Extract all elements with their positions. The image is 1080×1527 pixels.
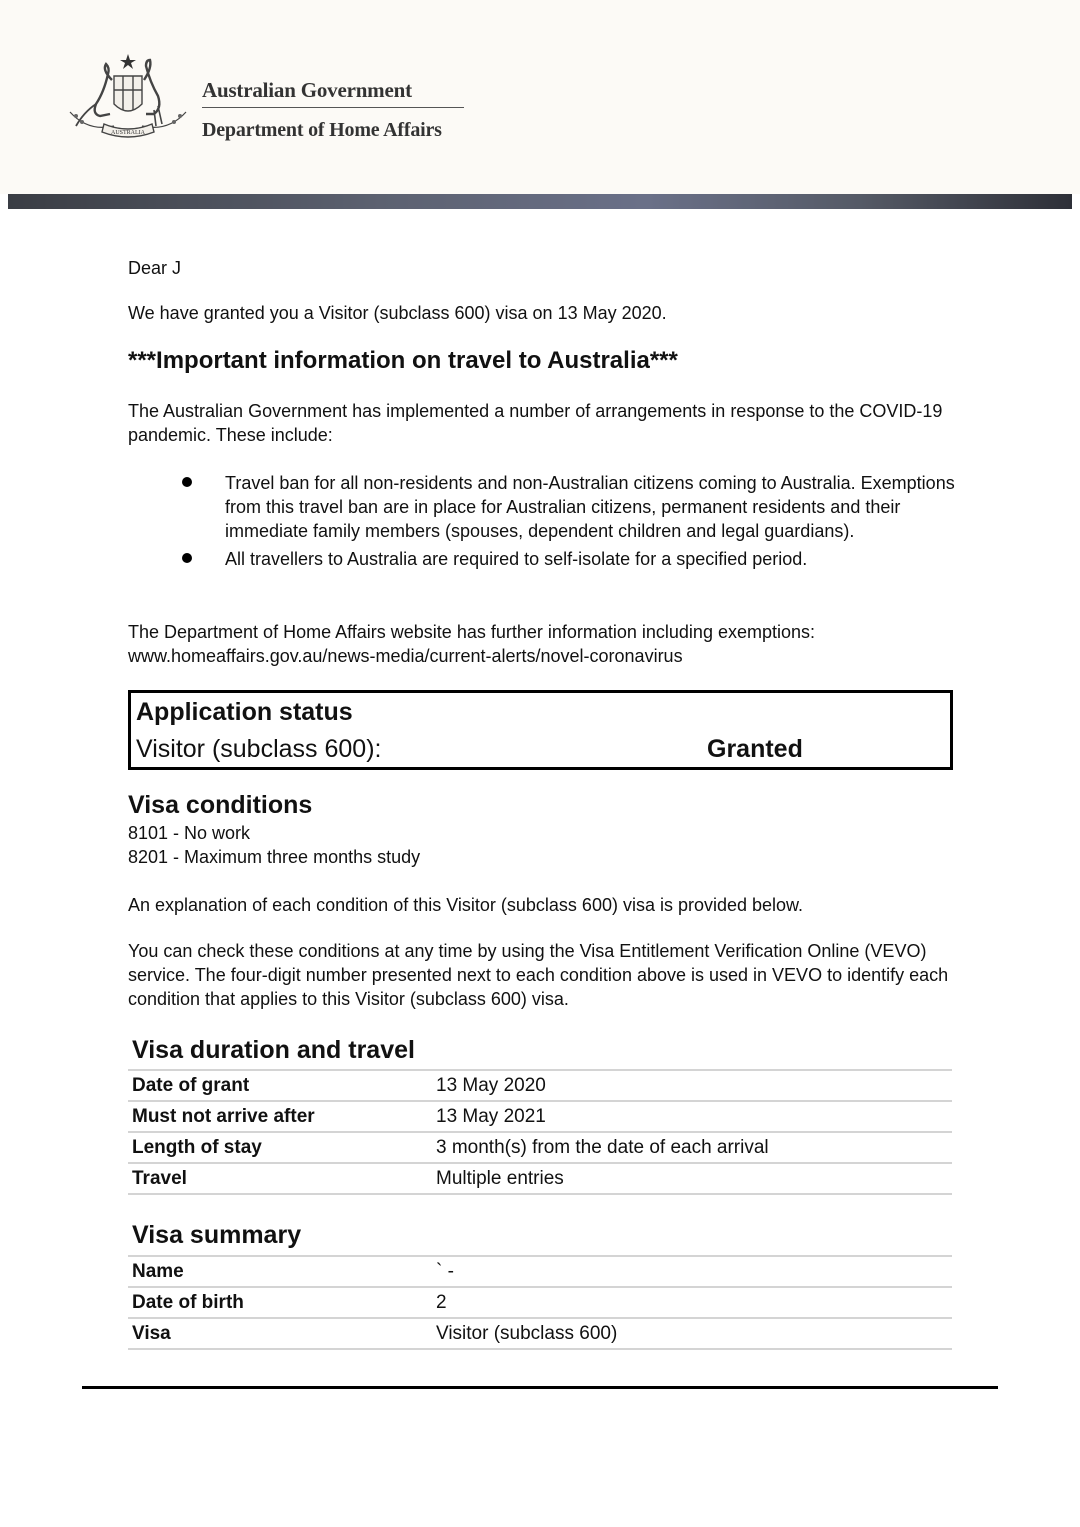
row-value: 3 month(s) from the date of each arrival [432,1132,952,1163]
visa-duration-heading: Visa duration and travel [132,1036,415,1064]
covid-bullet-list [180,471,960,575]
row-value: 2 [432,1287,952,1318]
row-label: Must not arrive after [128,1101,432,1132]
row-label: Date of birth [128,1287,432,1318]
visa-summary-heading: Visa summary [132,1221,302,1249]
list-item: Travel ban for all non-residents and non-Australian citizens coming to Australia. Exemptions from this travel ban are in place for Australian citizens, permanent residents and their immediate family members (spouses, dependent children and legal guardians). [180,471,960,543]
important-heading: ***Important information on travel to Australia*** [128,347,678,374]
table-row [128,1163,952,1194]
agency-name-line1: Australian Government [202,78,412,102]
table-row [128,1132,952,1163]
greeting: Dear J [128,258,182,278]
application-status-label: Visitor (subclass 600): [136,735,382,763]
table-row [128,1287,952,1318]
row-label: Date of grant [128,1070,432,1101]
table-row [128,1318,952,1349]
website-url[interactable]: www.homeaffairs.gov.au/news-media/current-alerts/novel-coronavirus [128,646,683,666]
application-status-value: Granted [707,735,803,763]
visa-summary-table [128,1255,952,1350]
application-status-box [128,690,953,770]
visa-conditions-heading: Visa conditions [128,791,313,819]
row-value: 13 May 2020 [432,1070,952,1101]
row-value: Visitor (subclass 600) [432,1318,952,1349]
svg-text:AUSTRALIA: AUSTRALIA [111,130,145,136]
row-label: Name [128,1256,432,1287]
row-value: 13 May 2021 [432,1101,952,1132]
agency-name-line2: Department of Home Affairs [202,119,442,141]
row-value: Multiple entries [432,1163,952,1194]
list-item: All travellers to Australia are required to self-isolate for a specified period. [180,547,960,571]
conditions-explanation: An explanation of each condition of this Visitor (subclass 600) visa is provided below. [128,895,804,915]
application-status-title: Application status [136,698,353,726]
footer-divider [82,1386,998,1389]
condition-item: 8201 - Maximum three months study [128,847,421,867]
row-label: Visa [128,1318,432,1349]
grant-intro: We have granted you a Visitor (subclass 600) visa on 13 May 2020. [128,303,667,323]
website-info: The Department of Home Affairs website has further information including exemptions: [128,622,816,642]
row-label: Travel [128,1163,432,1194]
bullet-icon [182,553,192,563]
condition-item: 8101 - No work [128,823,251,843]
covid-intro: The Australian Government has implemented a number of arrangements in response to the COVID-19 pandemic. These include: [128,401,943,445]
bullet-icon [182,477,192,487]
header-band [8,194,1072,209]
row-label: Length of stay [128,1132,432,1163]
visa-duration-table [128,1069,952,1195]
table-row [128,1256,952,1287]
coat-of-arms-icon [66,52,190,144]
letterhead-divider [202,107,464,108]
letterhead [0,0,1080,194]
row-value: ` - [432,1256,952,1287]
vevo-info: You can check these conditions at any time by using the Visa Entitlement Verification Online (VEVO) service. The four-digit number presented next to each condition above is used in VEVO to identify each condition that applies to this Visitor (subclass 600) visa. [128,941,949,1009]
table-row [128,1101,952,1132]
table-row [128,1070,952,1101]
